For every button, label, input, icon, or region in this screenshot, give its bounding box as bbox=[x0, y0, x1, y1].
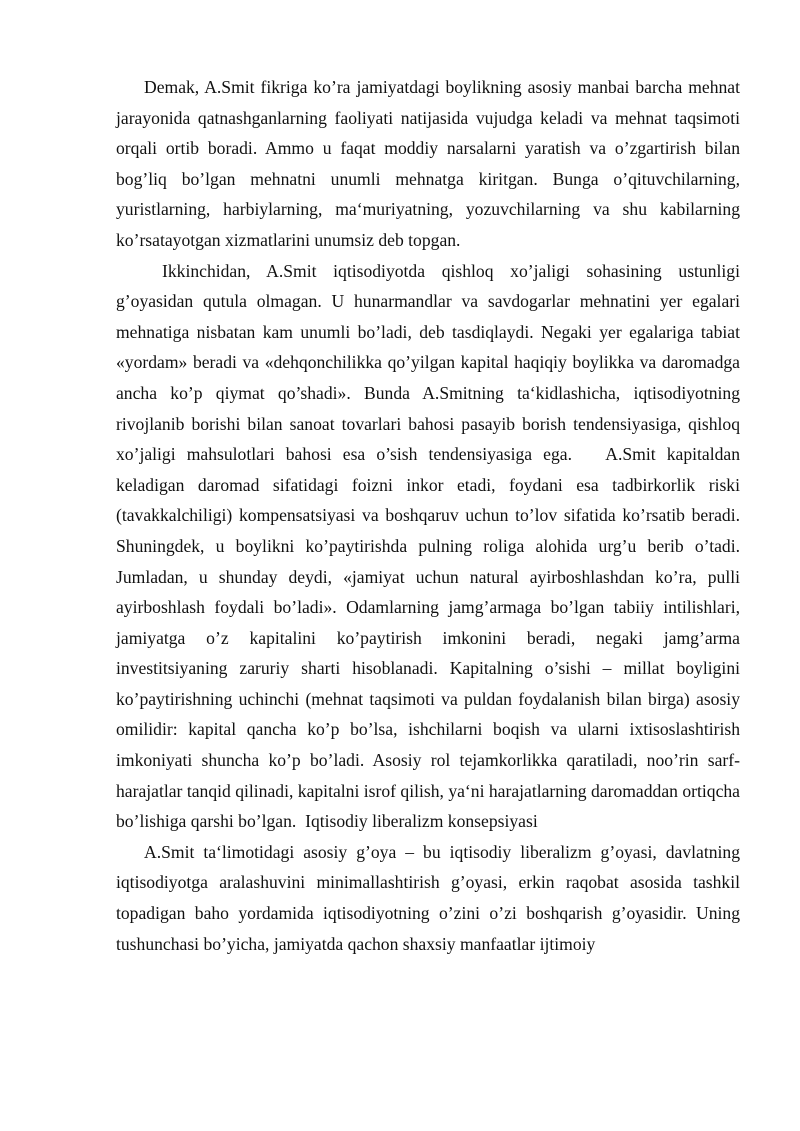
paragraph-2-continuation: A.Smit kapitaldan keladigan daromad sifatidagi foizni inkor etadi, foydani esa tadbirkorlik riski (tavakkalchiligi) kompensatsiyasi va boshqaruv uchun to’lov sifatida ko’rsatib beradi. Shuningdek, u boylikni ko’paytirishda pulning roliga alohida urg’u berib o’tadi. Jumladan, u shunday deydi, «jamiyat uchun natural ayirboshlashdan ko’ra, pulli ayirboshlash foydali bo’ladi». Odamlarning jamg’armaga bo’lgan tabiiy intilishlari, jamiyatga o’z kapitalini ko’paytirish imkonini beradi, negaki jamg’arma investitsiyaning zaruriy sharti hisoblanadi. Kapitalning o’sishi – millat boyligini ko’paytirishning uchinchi (mehnat taqsimoti va puldan foydalanish bilan birga) asosiy omilidir: kapital qancha ko’p bo’lsa, ishchilarni boqish va ularni ixtisoslashtirish imkoniyati shuncha ko’p bo’ladi. Asosiy rol tejamkorlikka qaratiladi, noo’rin sarf-harajatlar tanqid qilinadi, kapitalni isrof qilish, ya‘ni harajatlarning daromaddan ortiqcha bo’lishiga qarshi bo’lgan. bbox=[116, 444, 740, 832]
paragraph-1-text: Demak, A.Smit fikriga ko’ra jamiyatdagi boylikning asosiy manbai barcha mehnat jarayonida qatnashganlarning faoliyati natijasida vujudga keladi va mehnat taqsimoti orqali ortib boradi. Ammo u faqat moddiy narsalarni yaratish va o’zgartirish bilan bog’liq bo’lgan mehnatni unumli mehnatga kiritgan. Bunga o’qituvchilarning, yuristlarning, harbiylarning, ma‘muriyatning, yozuvchilarning va shu kabilarning ko’rsatayotgan xizmatlarini unumsiz deb topgan. bbox=[116, 77, 740, 250]
paragraph-3-text: A.Smit ta‘limotidagi asosiy g’oya – bu iqtisodiy liberalizm g’oyasi, davlatning iqtisodiyotga aralashuvini minimallashtirish g’oyasi, erkin raqobat asosida tashkil topadigan baho yordamida iqtisodiyotning o’zini o’zi boshqarish g’oyasidir. Uning tushunchasi bo’yicha, jamiyatda qachon shaxsiy manfaatlar ijtimoiy bbox=[116, 841, 740, 954]
paragraph-2-text: Ikkinchidan, A.Smit iqtisodiyotda qishloq xo’jaligi sohasining ustunligi g’oyasidan qutula olmagan. U hunarmandlar va savdogarlar mehnatini yer egalari mehnatiga nisbatan kam unumli bo’ladi, deb tasdiqlaydi. Negaki yer egalariga tabiat «yordam» beradi va «dehqonchilikka qo’yilgan kapital haqiqiy boylikka va daromadga ancha ko’p qiymat qo’shadi». Bunda A.Smitning ta‘kidlashicha, iqtisodiyotning rivojlanib borishi bilan sanoat tovarlari bahosi pasayib borish tendensiyasiga, qishloq xo’jaligi mahsulotlari bahosi esa o’sish tendensiyasiga ega. bbox=[116, 260, 740, 465]
paragraph-1 bbox=[116, 72, 740, 256]
section-heading: Iqtisodiy liberalizm konsepsiyasi bbox=[305, 811, 538, 832]
paragraph-2 bbox=[116, 256, 740, 837]
paragraph-3 bbox=[116, 837, 740, 959]
document-page bbox=[116, 72, 740, 959]
